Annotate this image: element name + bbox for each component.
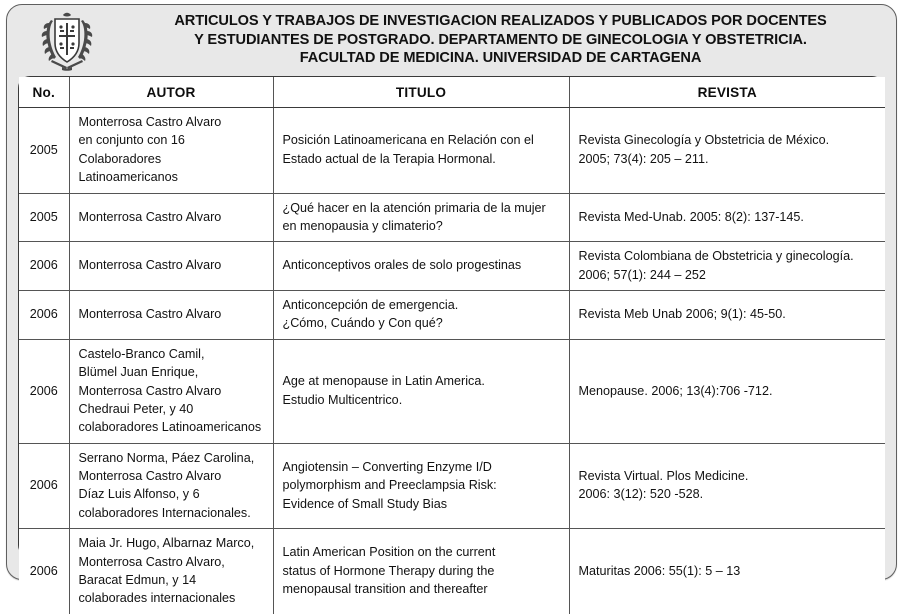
cell-author-line: Blümel Juan Enrique, bbox=[78, 365, 199, 380]
publications-table-container bbox=[18, 76, 884, 606]
cell-title-line: Latin American Position on the current bbox=[282, 545, 496, 560]
cell-author bbox=[69, 443, 273, 529]
cell-year: 2005 bbox=[19, 108, 69, 194]
cell-author-line: Monterrosa Castro Alvaro bbox=[78, 209, 222, 224]
cell-author bbox=[69, 291, 273, 340]
column-header-journal: REVISTA bbox=[569, 77, 885, 108]
cell-journal-line: Revista Ginecología y Obstetricia de México. bbox=[578, 133, 830, 148]
cell-author bbox=[69, 193, 273, 242]
cell-title-line: polymorphism and Preeclampsia Risk: bbox=[282, 478, 497, 493]
cell-title-line: en menopausia y climaterio? bbox=[282, 218, 443, 233]
cell-journal bbox=[569, 291, 885, 340]
cell-title bbox=[273, 291, 569, 340]
table-row bbox=[19, 529, 885, 614]
publications-table bbox=[19, 77, 885, 614]
cell-author-line: Serrano Norma, Páez Carolina, bbox=[78, 450, 255, 465]
cell-author-line: en conjunto con 16 bbox=[78, 133, 185, 148]
document-header bbox=[7, 5, 898, 75]
cell-title-line: ¿Qué hacer en la atención primaria de la mujer bbox=[282, 200, 546, 215]
cell-title-line: menopausal transition and thereafter bbox=[282, 582, 488, 597]
table-row bbox=[19, 339, 885, 443]
cell-journal-line: Maturitas 2006: 55(1): 5 – 13 bbox=[578, 563, 741, 578]
cell-author-line: Monterrosa Castro Alvaro bbox=[78, 383, 222, 398]
cell-author bbox=[69, 529, 273, 614]
cell-title-line: Estado actual de la Terapia Hormonal. bbox=[282, 151, 496, 166]
cell-journal-line: Menopause. 2006; 13(4):706 -712. bbox=[578, 383, 773, 398]
cell-journal-line: Revista Meb Unab 2006; 9(1): 45-50. bbox=[578, 307, 786, 322]
cell-author-line: Monterrosa Castro Alvaro bbox=[78, 469, 222, 483]
cell-journal bbox=[569, 193, 885, 242]
document-frame bbox=[6, 4, 897, 606]
cell-title-line: Anticonceptivos orales de solo progestinas bbox=[282, 258, 522, 273]
table-header-row bbox=[19, 77, 885, 108]
cell-author-line: Baracat Edmun, y 14 bbox=[78, 572, 197, 587]
cell-title bbox=[273, 108, 569, 194]
cell-author-line: Maia Jr. Hugo, Albarnaz Marco, bbox=[78, 536, 255, 551]
column-header-author: AUTOR bbox=[69, 77, 273, 108]
cell-year: 2006 bbox=[19, 291, 69, 340]
document-title bbox=[127, 12, 898, 69]
cell-journal-line: Revista Med-Unab. 2005: 8(2): 137-145. bbox=[578, 209, 804, 224]
cell-title-line: status of Hormone Therapy during the bbox=[282, 563, 495, 578]
cell-title bbox=[273, 339, 569, 443]
cell-author bbox=[69, 339, 273, 443]
title-line-3: FACULTAD DE MEDICINA. UNIVERSIDAD DE CARTAGENA bbox=[299, 50, 702, 67]
cell-title-line: Anticoncepción de emergencia. bbox=[282, 298, 459, 312]
cell-title bbox=[273, 242, 569, 291]
cell-author-line: Castelo-Branco Camil, bbox=[78, 346, 205, 361]
cell-author-line: Chedraui Peter, y 40 bbox=[78, 401, 194, 416]
cell-year: 2006 bbox=[19, 242, 69, 291]
column-header-no: No. bbox=[19, 77, 69, 108]
cell-author-line: colaboradores Internacionales. bbox=[78, 505, 251, 520]
cell-title-line: Estudio Multicentrico. bbox=[282, 392, 403, 407]
cell-title bbox=[273, 193, 569, 242]
cell-author-line: colaboradores Latinoamericanos bbox=[78, 420, 262, 435]
cell-title-line: Evidence of Small Study Bias bbox=[282, 496, 447, 511]
column-header-title: TITULO bbox=[273, 77, 569, 108]
cell-author-line: Monterrosa Castro Alvaro bbox=[78, 115, 222, 129]
cell-journal-line: 2006; 57(1): 244 – 252 bbox=[578, 267, 706, 282]
cell-author-line: Monterrosa Castro Alvaro bbox=[78, 258, 222, 273]
cell-journal-line: Revista Colombiana de Obstetricia y ginecología. bbox=[578, 249, 854, 264]
cell-title-line: Angiotensin – Converting Enzyme I/D bbox=[282, 459, 492, 474]
cell-year: 2006 bbox=[19, 443, 69, 529]
cell-journal bbox=[569, 108, 885, 194]
cell-journal bbox=[569, 242, 885, 291]
cell-author-line: Monterrosa Castro Alvaro bbox=[78, 307, 222, 322]
cell-title-line: Age at menopause in Latin America. bbox=[282, 374, 485, 389]
cell-author-line: Colaboradores bbox=[78, 151, 162, 166]
cell-journal-line: Revista Virtual. Plos Medicine. bbox=[578, 469, 749, 483]
cell-title-line: Posición Latinoamericana en Relación con el bbox=[282, 133, 534, 148]
cell-author bbox=[69, 242, 273, 291]
table-row bbox=[19, 242, 885, 291]
cell-year: 2005 bbox=[19, 193, 69, 242]
cell-title bbox=[273, 443, 569, 529]
cell-journal bbox=[569, 339, 885, 443]
cell-journal-line: 2005; 73(4): 205 – 211. bbox=[578, 151, 709, 166]
table-row bbox=[19, 193, 885, 242]
cell-author-line: Monterrosa Castro Alvaro, bbox=[78, 554, 225, 569]
table-row bbox=[19, 291, 885, 340]
table-row bbox=[19, 443, 885, 529]
cell-author bbox=[69, 108, 273, 194]
cell-year: 2006 bbox=[19, 529, 69, 614]
cell-journal-line: 2006: 3(12): 520 -528. bbox=[578, 487, 704, 502]
title-line-1: ARTICULOS Y TRABAJOS DE INVESTIGACION REALIZADOS Y PUBLICADOS POR DOCENTES bbox=[174, 12, 827, 29]
cell-title bbox=[273, 529, 569, 614]
cell-author-line: Díaz Luis Alfonso, y 6 bbox=[78, 487, 200, 502]
cell-title-line: ¿Cómo, Cuándo y Con qué? bbox=[282, 316, 443, 331]
cell-year: 2006 bbox=[19, 339, 69, 443]
title-line-2: Y ESTUDIANTES DE POSTGRADO. DEPARTAMENTO DE GINECOLOGIA Y OBSTETRICIA. bbox=[194, 31, 807, 48]
publications-table-body bbox=[19, 108, 885, 614]
cell-author-line: colaborades internacionales bbox=[78, 591, 236, 606]
table-row bbox=[19, 108, 885, 194]
cell-journal bbox=[569, 443, 885, 529]
university-crest-container bbox=[7, 8, 127, 72]
cell-journal bbox=[569, 529, 885, 614]
cell-author-line: Latinoamericanos bbox=[78, 170, 178, 185]
university-crest-icon bbox=[38, 10, 96, 72]
